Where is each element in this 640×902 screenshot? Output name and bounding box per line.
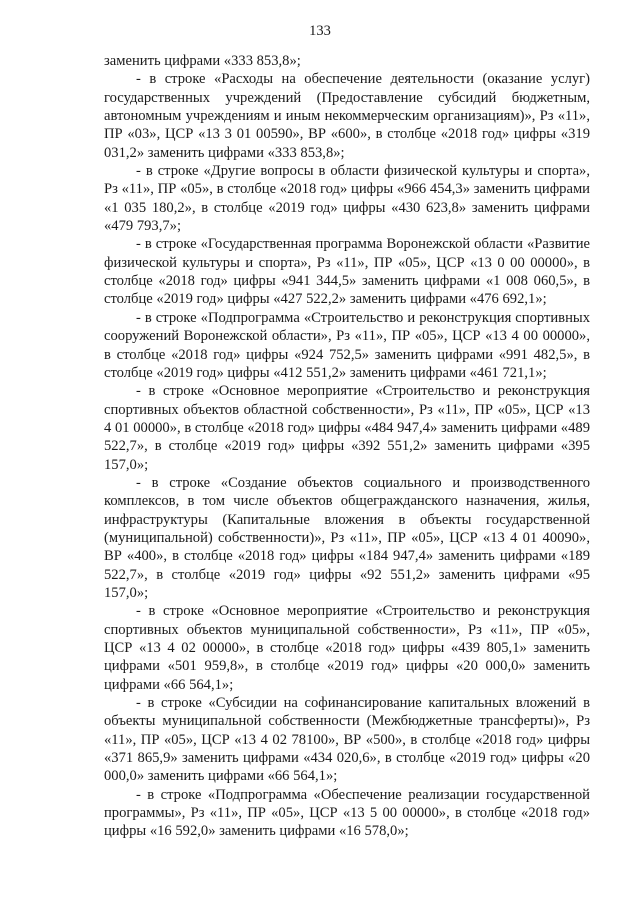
paragraph: - в строке «Основное мероприятие «Строительство и реконструкция спортивных объектов областной собственности», Рз «11», ПР «05», ЦСР «13 4 01 00000», в столбце «2018 год» цифры «484 947,4» заменить цифрами «489 522,7», в столбце «2019 год» цифры «392 551,2» заменить цифрами «395 157,0»; bbox=[104, 383, 590, 473]
paragraph: - в строке «Государственная программа Воронежской области «Развитие физической культуры и спорта», Рз «11», ПР «05», ЦСР «13 0 00 00000», в столбце «2018 год» цифры «941 344,5» заменить цифрами «1 008 060,5», в столбце «2019 год» цифры «427 522,2» заменить цифрами «476 692,1»; bbox=[104, 236, 590, 308]
page-number: 133 bbox=[309, 23, 331, 39]
paragraph: - в строке «Создание объектов социального и производственного комплексов, в том числе объектов общегражданского назначения, жилья, инфраструктуры (Капитальные вложения в объекты государственной (муниципальной) собственности)», Рз «11», ПР «05», ЦСР «13 4 01 40090», ВР «400», в столбце «2018 год» цифры «184 947,4» заменить цифрами «189 522,7», в столбце «2019 год» цифры «92 551,2» заменить цифрами «95 157,0»; bbox=[104, 474, 590, 601]
paragraph: - в строке «Подпрограмма «Строительство и реконструкция спортивных сооружений Воронежской области», Рз «11», ПР «05», ЦСР «13 4 00 00000», в столбце «2018 год» цифры «924 752,5» заменить цифрами «991 482,5», в столбце «2019 год» цифры «412 551,2» заменить цифрами «461 721,1»; bbox=[104, 309, 590, 381]
paragraph: - в строке «Расходы на обеспечение деятельности (оказание услуг) государственных учреждений (Предоставление субсидий бюджетным, автономным учреждениям и иным некоммерческим организациям)», Рз «11», ПР «03», ЦСР «13 3 01 00590», ВР «600», в столбце «2018 год» цифры «319 031,2» заменить цифрами «333 853,8»; bbox=[104, 71, 590, 161]
body-text bbox=[104, 52, 590, 841]
paragraph: - в строке «Основное мероприятие «Строительство и реконструкция спортивных объектов муниципальной собственности», Рз «11», ПР «05», ЦСР «13 4 02 00000», в столбце «2018 год» цифры «439 805,1» заменить цифрами «501 959,8», в столбце «2019 год» цифры «20 000,0» заменить цифрами «66 564,1»; bbox=[104, 603, 590, 693]
paragraph: заменить цифрами «333 853,8»; bbox=[104, 53, 301, 69]
paragraph: - в строке «Другие вопросы в области физической культуры и спорта», Рз «11», ПР «05», в столбце «2018 год» цифры «966 454,3» заменить цифрами «1 035 180,2», в столбце «2019 год» цифры «430 623,8» заменить цифрами «479 793,7»; bbox=[104, 163, 590, 235]
paragraph: - в строке «Подпрограмма «Обеспечение реализации государственной программы», Рз «11», ПР «05», ЦСР «13 5 00 00000», в столбце «2018 год» цифры «16 592,0» заменить цифрами «16 578,0»; bbox=[104, 786, 590, 840]
paragraph: - в строке «Субсидии на софинансирование капитальных вложений в объекты муниципальной собственности (Межбюджетные трансферты)», Рз «11», ПР «05», ЦСР «13 4 02 78100», ВР «500», в столбце «2018 год» цифры «371 865,9» заменить цифрами «434 020,6», в столбце «2019 год» цифры «20 000,0» заменить цифрами «66 564,1»; bbox=[104, 695, 590, 785]
